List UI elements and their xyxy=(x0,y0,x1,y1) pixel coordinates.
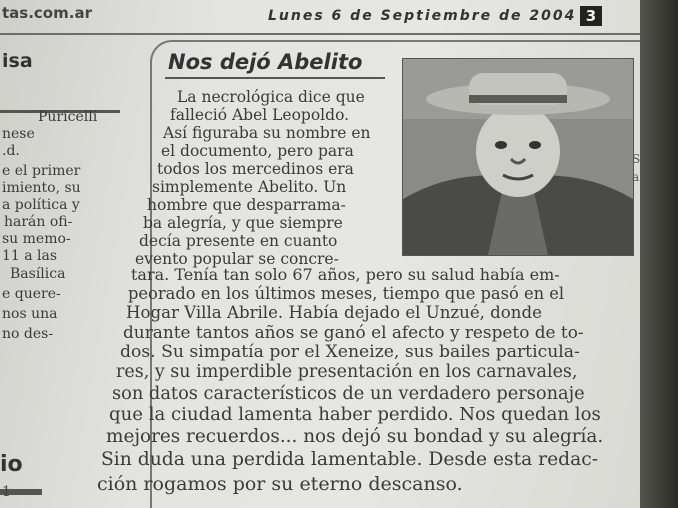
left-text-line: nese xyxy=(2,126,35,142)
publication-date: Lunes 6 de Septiembre de 2004 xyxy=(268,8,577,24)
article-text-line: ción rogamos por su eterno descanso. xyxy=(97,473,463,495)
article-text-line: dos. Su simpatía por el Xeneize, sus bailes particula- xyxy=(120,342,580,362)
article-text-line: simplemente Abelito. Un xyxy=(152,178,347,196)
article-text-line: Así figuraba su nombre en xyxy=(163,124,371,142)
article-text-line: el documento, pero para xyxy=(161,142,354,160)
right-edge-char: a xyxy=(632,170,640,184)
article-text-line: durante tantos años se ganó el afecto y respeto de to- xyxy=(123,322,584,342)
page-header xyxy=(0,0,640,30)
article-text-line: hombre que desparrama- xyxy=(147,196,346,214)
article-text-line: tara. Tenía tan solo 67 años, pero su salud había em- xyxy=(131,265,560,284)
left-text-line: no des- xyxy=(2,326,54,342)
article-text-line: Hogar Villa Abrile. Había dejado el Unzué, donde xyxy=(126,303,542,322)
article-text-line: Sin duda una perdida lamentable. Desde esta redac- xyxy=(101,449,599,470)
right-edge-char: S xyxy=(632,152,640,166)
article-text-line: evento popular se concre- xyxy=(135,250,339,268)
left-text-line: su memo- xyxy=(2,231,71,247)
site-url: tas.com.ar xyxy=(2,4,92,22)
article-title-rule xyxy=(165,77,385,79)
header-rule xyxy=(0,33,640,35)
portrait-illustration xyxy=(403,59,633,255)
article-text-line: son datos característicos de un verdadero personaje xyxy=(112,383,585,404)
left-text-line: Puricelli xyxy=(38,109,98,125)
left-column-heading-2: io xyxy=(0,452,23,477)
left-text-line: Basílica xyxy=(10,266,66,282)
left-footer-char: 1 xyxy=(2,484,11,500)
article-text-line: falleció Abel Leopoldo. xyxy=(170,106,350,124)
left-text-line: 11 a las xyxy=(2,248,58,264)
left-text-line: imiento, su xyxy=(2,180,81,196)
article-text-line: ba alegría, y que siempre xyxy=(143,214,343,232)
left-text-line: harán ofi- xyxy=(4,214,73,230)
left-column-heading: isa xyxy=(2,50,33,72)
page-number-badge: 3 xyxy=(580,6,602,26)
article-text-line: peorado en los últimos meses, tiempo que pasó en el xyxy=(128,284,565,303)
portrait-photo xyxy=(402,58,634,256)
article-title: Nos dejó Abelito xyxy=(168,50,363,74)
article-text-line: que la ciudad lamenta haber perdido. Nos quedan los xyxy=(109,404,601,425)
left-text-line: a política y xyxy=(2,197,80,213)
left-text-line: e quere- xyxy=(2,286,61,302)
article-text-line: res, y su imperdible presentación en los carnavales, xyxy=(116,362,578,382)
left-text-line: .d. xyxy=(2,143,20,159)
page-edge-shadow xyxy=(640,0,678,508)
article-text-line: todos los mercedinos era xyxy=(157,160,354,178)
left-text-line: e el primer xyxy=(2,163,81,179)
article-text-line: mejores recuerdos... nos dejó su bondad y su alegría. xyxy=(106,426,604,447)
left-text-line: nos una xyxy=(2,306,58,322)
article-text-line: La necrológica dice que xyxy=(177,88,365,106)
article-text-line: decía presente en cuanto xyxy=(139,232,338,250)
